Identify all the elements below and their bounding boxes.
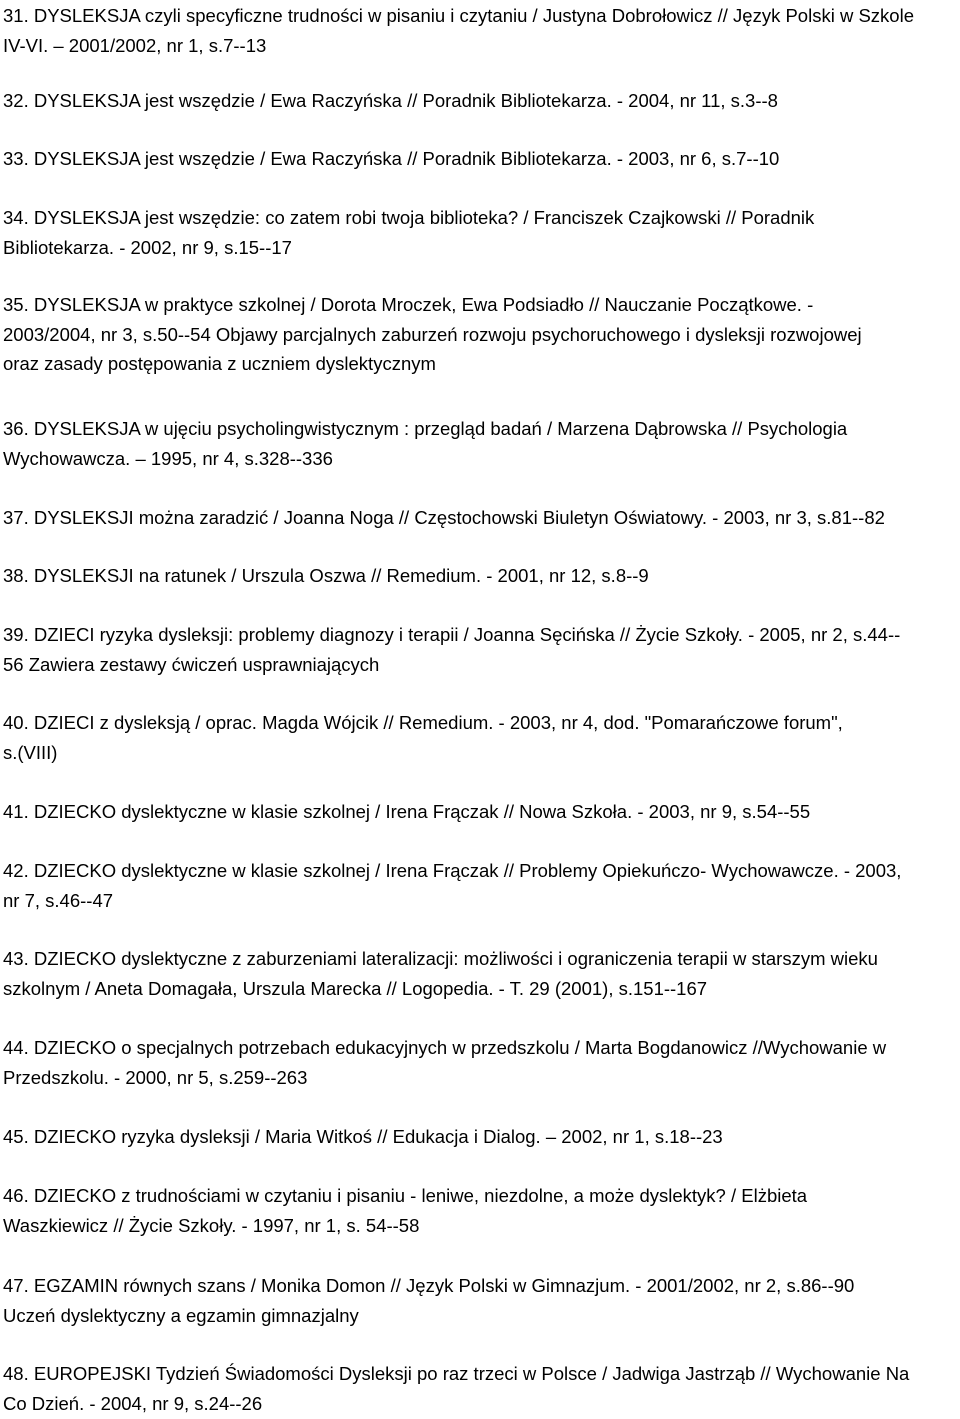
bibliography-entry-31 — [3, 1, 958, 60]
bibliography-entry-44 — [3, 1033, 958, 1092]
entry-line: 36. DYSLEKSJA w ujęciu psycholingwistycznym : przegląd badań / Marzena Dąbrowska // Psychologia — [3, 418, 848, 439]
entry-line: 47. EGZAMIN równych szans / Monika Domon // Język Polski w Gimnazjum. - 2001/2002, nr 2, s.86--90 — [3, 1275, 855, 1296]
entry-line: 40. DZIECI z dysleksją / oprac. Magda Wójcik // Remedium. - 2003, nr 4, dod. "Pomarańczowe forum", — [3, 712, 843, 733]
bibliography-entry-35 — [3, 290, 958, 379]
bibliography-entry-37 — [3, 503, 958, 533]
entry-line: 42. DZIECKO dyslektyczne w klasie szkolnej / Irena Frączak // Problemy Opiekuńczo- Wychowawcze. - 2003, — [3, 860, 902, 881]
entry-line: Wychowawcza. – 1995, nr 4, s.328--336 — [3, 447, 333, 469]
entry-line: 43. DZIECKO dyslektyczne z zaburzeniami lateralizacji: możliwości i ograniczenia terapii w starszym wieku — [3, 948, 878, 969]
bibliography-entry-38 — [3, 561, 958, 591]
entry-line: 31. DYSLEKSJA czyli specyficzne trudności w pisaniu i czytaniu / Justyna Dobrołowicz // Język Polski w Szkole — [3, 5, 914, 26]
entry-line: 48. EUROPEJSKI Tydzień Świadomości Dysleksji po raz trzeci w Polsce / Jadwiga Jastrząb // Wychowanie Na — [3, 1363, 910, 1384]
bibliography-entry-42 — [3, 856, 958, 915]
entry-line: Waszkiewicz // Życie Szkoły. - 1997, nr 1, s. 54--58 — [3, 1214, 420, 1236]
entry-line: Przedszkolu. - 2000, nr 5, s.259--263 — [3, 1066, 308, 1088]
entry-line: nr 7, s.46--47 — [3, 889, 114, 911]
entry-line: 37. DYSLEKSJI można zaradzić / Joanna Noga // Częstochowski Biuletyn Oświatowy. - 2003, nr 3, s.81--82 — [3, 507, 885, 528]
entry-line: Uczeń dyslektyczny a egzamin gimnazjalny — [3, 1304, 359, 1326]
bibliography-entry-32 — [3, 86, 958, 116]
entry-line: 41. DZIECKO dyslektyczne w klasie szkolnej / Irena Frączak // Nowa Szkoła. - 2003, nr 9, s.54--55 — [3, 801, 811, 822]
entry-line: 38. DYSLEKSJI na ratunek / Urszula Oszwa // Remedium. - 2001, nr 12, s.8--9 — [3, 565, 649, 586]
entry-line: 32. DYSLEKSJA jest wszędzie / Ewa Raczyńska // Poradnik Bibliotekarza. - 2004, nr 11, s.3--8 — [3, 90, 778, 111]
bibliography-entry-40 — [3, 708, 958, 767]
entry-line: 56 Zawiera zestawy ćwiczeń usprawniających — [3, 653, 380, 675]
bibliography-entry-46 — [3, 1181, 958, 1240]
entry-line: s.(VIII) — [3, 741, 58, 763]
bibliography-entry-41 — [3, 797, 958, 827]
entry-line: 46. DZIECKO z trudnościami w czytaniu i pisaniu - leniwe, niezdolne, a może dyslektyk? / Elżbieta — [3, 1185, 808, 1206]
bibliography-entry-47 — [3, 1271, 958, 1330]
bibliography-entry-43 — [3, 944, 958, 1003]
entry-line: 35. DYSLEKSJA w praktyce szkolnej / Dorota Mroczek, Ewa Podsiadło // Nauczanie Początkowe. - — [3, 294, 814, 315]
bibliography-entry-33 — [3, 144, 958, 174]
bibliography-entry-39 — [3, 620, 958, 679]
entry-line: szkolnym / Aneta Domagała, Urszula Marecka // Logopedia. - T. 29 (2001), s.151--167 — [3, 977, 708, 999]
entry-line: 34. DYSLEKSJA jest wszędzie: co zatem robi twoja biblioteka? / Franciszek Czajkowski // Poradnik — [3, 207, 815, 228]
bibliography-entry-34 — [3, 203, 958, 262]
entry-line: 45. DZIECKO ryzyka dysleksji / Maria Witkoś // Edukacja i Dialog. – 2002, nr 1, s.18--23 — [3, 1126, 723, 1147]
entry-line: oraz zasady postępowania z uczniem dyslektycznym — [3, 353, 436, 374]
entry-line: 44. DZIECKO o specjalnych potrzebach edukacyjnych w przedszkolu / Marta Bogdanowicz //Wychowanie w — [3, 1037, 887, 1058]
bibliography-entry-48 — [3, 1359, 958, 1418]
entry-line: IV-VI. – 2001/2002, nr 1, s.7--13 — [3, 34, 267, 56]
entry-line: 2003/2004, nr 3, s.50--54 Objawy parcjalnych zaburzeń rozwoju psychoruchowego i dysleksji rozwojowej — [3, 323, 862, 345]
entry-line: Bibliotekarza. - 2002, nr 9, s.15--17 — [3, 236, 292, 258]
entry-line: Co Dzień. - 2004, nr 9, s.24--26 — [3, 1392, 263, 1414]
bibliography-entry-36 — [3, 414, 958, 473]
entry-line: 39. DZIECI ryzyka dysleksji: problemy diagnozy i terapii / Joanna Sęcińska // Życie Szkoły. - 2005, nr 2, s.44-- — [3, 624, 901, 645]
entry-line: 33. DYSLEKSJA jest wszędzie / Ewa Raczyńska // Poradnik Bibliotekarza. - 2003, nr 6, s.7--10 — [3, 148, 780, 169]
bibliography-entry-45 — [3, 1122, 958, 1152]
